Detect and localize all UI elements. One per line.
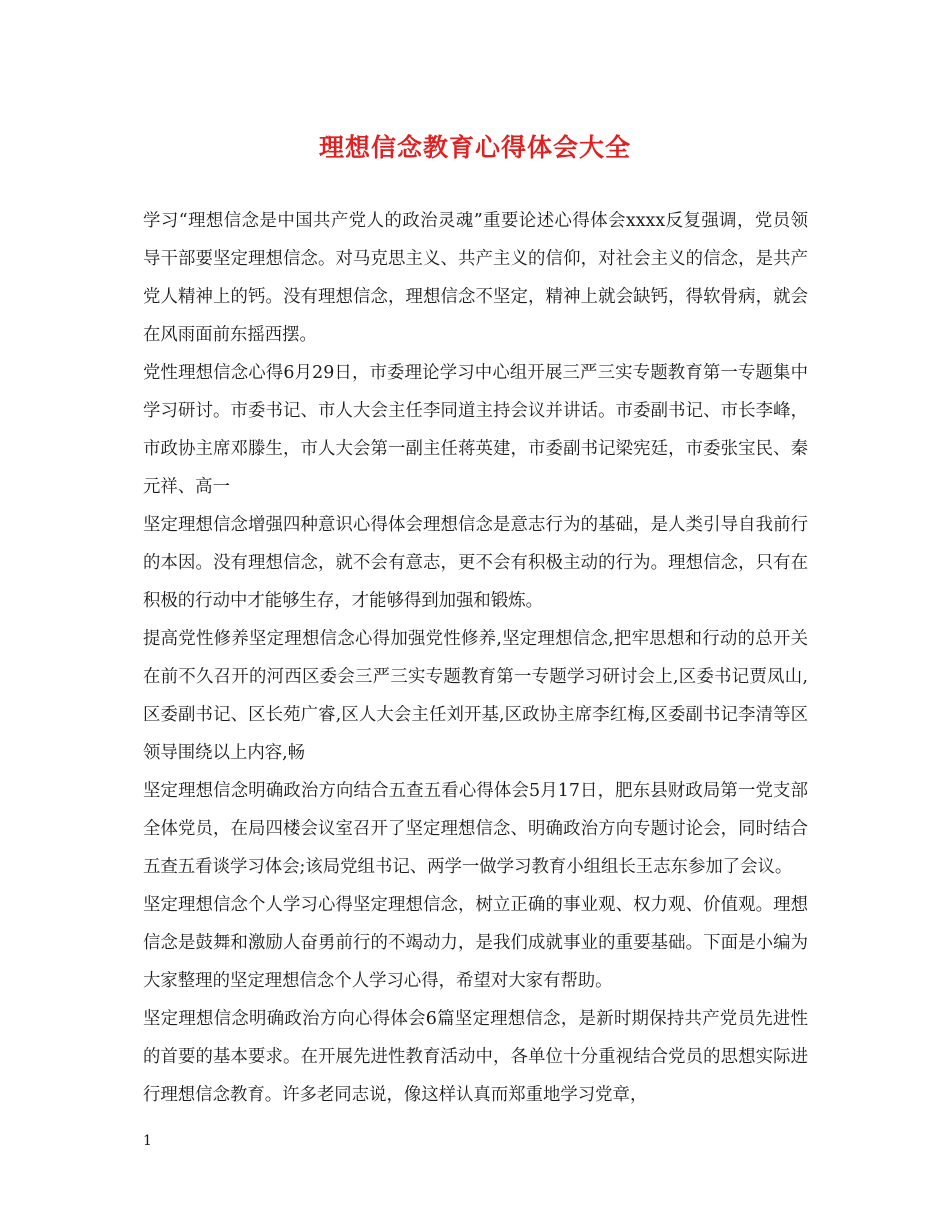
paragraph: 坚定理想信念明确政治方向心得体会6篇坚定理想信念，是新时期保持共产党员先进性的首要的基本要求。在开展先进性教育活动中，各单位十分重视结合党员的思想实际进行理想信念教育。许多老同志说，像这样认真而郑重地学习党章， xyxy=(143,1009,808,1105)
paragraph: 提高党性修养坚定理想信念心得加强党性修养,坚定理想信念,把牢思想和行动的总开关在前不久召开的河西区委会三严三实专题教育第一专题学习研讨会上,区委书记贾凤山,区委副书记、区长苑广睿,区人大会主任刘开基,区政协主席李红梅,区委副书记李清等区领导围绕以上内容,畅 xyxy=(143,629,808,763)
paragraph: 坚定理想信念个人学习心得坚定理想信念，树立正确的事业观、权力观、价值观。理想信念是鼓舞和激励人奋勇前行的不竭动力，是我们成就事业的重要基础。下面是小编为大家整理的坚定理想信念个人学习心得，希望对大家有帮助。 xyxy=(143,895,808,991)
paragraph: 坚定理想信念增强四种意识心得体会理想信念是意志行为的基础，是人类引导自我前行的本因。没有理想信念，就不会有意志，更不会有积极主动的行为。理想信念，只有在积极的行动中才能够生存，才能够得到加强和锻炼。 xyxy=(143,515,808,611)
paragraph: 学习“理想信念是中国共产党人的政治灵魂”重要论述心得体会xxxx反复强调，党员领导干部要坚定理想信念。对马克思主义、共产主义的信仰，对社会主义的信念，是共产党人精神上的钙。没有理想信念，理想信念不坚定，精神上就会缺钙，得软骨病，就会在风雨面前东摇西摆。 xyxy=(143,211,808,345)
page-number: 1 xyxy=(143,1133,152,1149)
paragraph: 党性理想信念心得6月29日，市委理论学习中心组开展三严三实专题教育第一专题集中学习研讨。市委书记、市人大会主任李同道主持会议并讲话。市委副书记、市长李峰，市政协主席邓滕生，市人大会第一副主任蒋英建，市委副书记梁宪廷，市委张宝民、秦元祥、高一 xyxy=(143,363,808,497)
document-body xyxy=(143,202,808,1114)
document-title: 理想信念教育心得体会大全 xyxy=(318,133,631,162)
paragraph: 坚定理想信念明确政治方向结合五查五看心得体会5月17日，肥东县财政局第一党支部全体党员，在局四楼会议室召开了坚定理想信念、明确政治方向专题讨论会，同时结合五查五看谈学习体会;该局党组书记、两学一做学习教育小组组长王志东参加了会议。 xyxy=(143,781,808,877)
